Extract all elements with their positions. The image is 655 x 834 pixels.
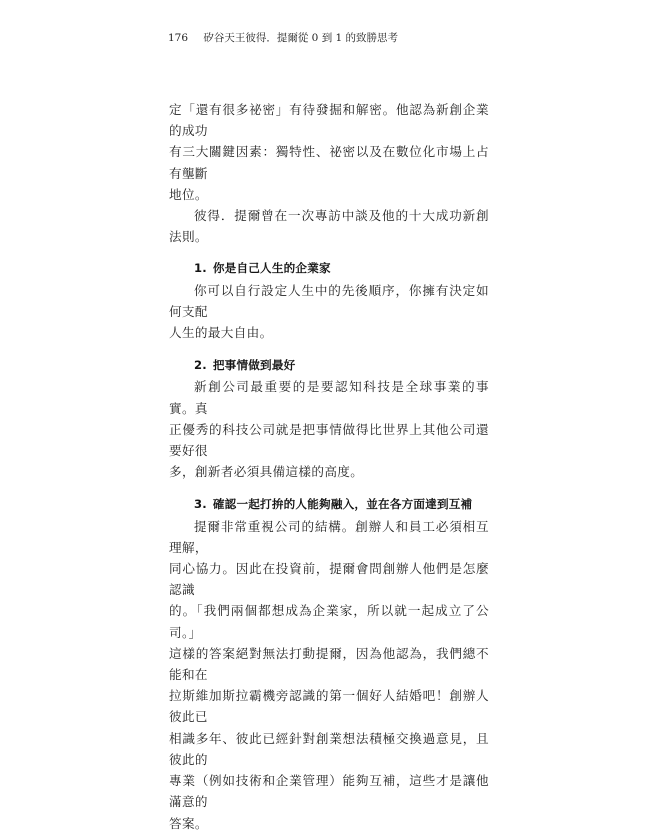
lead-paragraph: 彼得．提爾曾在一次專訪中談及他的十大成功新創法則。 — [169, 208, 489, 245]
body-text — [169, 99, 489, 834]
section-title: 把事情做到最好 — [212, 358, 296, 373]
section-title: 你是自己人生的企業家 — [212, 261, 331, 276]
rule-section-3 — [169, 494, 489, 833]
section-number: 1. — [194, 261, 207, 276]
section-text: 你可以自行設定人生中的先後順序，你擁有決定如何支配 人生的最大自由。 — [169, 282, 489, 341]
section-number: 3. — [194, 497, 207, 512]
rule-section-2 — [169, 355, 489, 482]
section-text: 提爾非常重視公司的結構。創辦人和員工必須相互理解， 同心協力。因此在投資前，提爾會問創辦人他們是怎麼認識 的。「我們兩個都想成為企業家，所以就一起成立了公司。」 這樣的答案絕對無法打動提爾，因為他認為，我們總不能和在 拉斯維加斯拉霸機旁認識的第一個好人結婚吧！創辦人彼此已 相識多年、彼此已經針對創業想法積極交換過意見，且彼此的 專業（例如技術和企業管理）能夠互補，這些才是讓他滿意的 答案。 — [169, 518, 489, 831]
section-title: 確認一起打拚的人能夠融入，並在各方面達到互補 — [212, 497, 473, 512]
section-text: 新創公司最重要的是要認知科技是全球事業的事實。真 正優秀的科技公司就是把事情做得比世界上其他公司還要好很 多，創新者必須具備這樣的高度。 — [169, 379, 489, 480]
section-heading — [169, 355, 489, 376]
page-number: 176 — [168, 32, 189, 44]
rule-section-1 — [169, 258, 489, 343]
section-number: 2. — [194, 358, 207, 373]
section-gap — [169, 482, 489, 494]
section-gap — [169, 247, 489, 258]
running-header — [168, 30, 398, 46]
section-heading — [169, 258, 489, 279]
section-heading — [169, 494, 489, 515]
section-gap — [169, 343, 489, 355]
book-title: 矽谷天王彼得．提爾從 0 到 1 的致勝思考 — [203, 32, 399, 44]
intro-paragraph: 定「還有很多祕密」有待發掘和解密。他認為新創企業的成功 有三大關鍵因素：獨特性、祕密以及在數位化市場上占有壟斷 地位。 — [169, 102, 489, 202]
